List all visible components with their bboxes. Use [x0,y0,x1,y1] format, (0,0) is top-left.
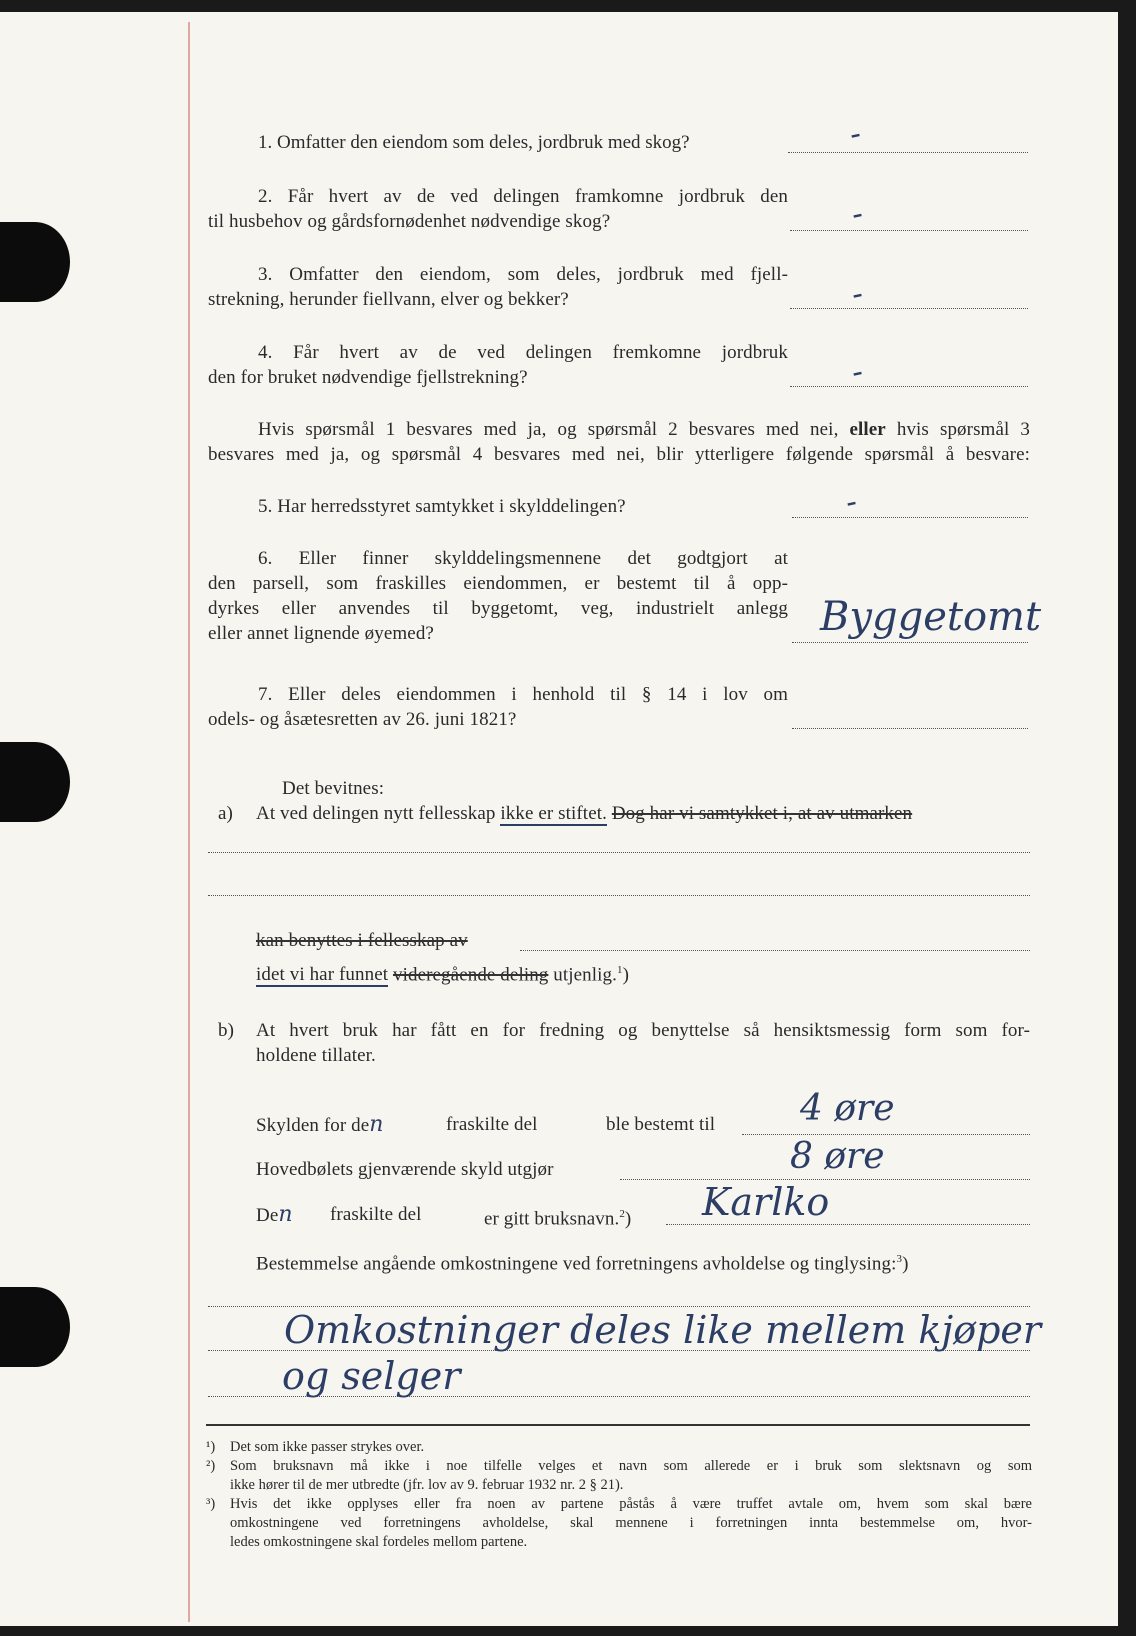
question-7-line-2: odels- og åsætesretten av 26. juni 1821? [208,709,517,730]
punch-hole [0,1287,70,1367]
answer-4: - [848,354,867,391]
question-1: 1. Omfatter den eiendom som deles, jordbruk med skog? [258,132,690,153]
question-2-line-1: 2. Får hvert av de ved delingen framkomne jordbruk den [258,186,788,207]
question-7-line-1: 7. Eller deles eiendommen i henhold til § 14 i lov om [258,684,788,705]
bestemmelse-line [208,1306,1030,1307]
item-a-label: a) [218,803,233,824]
answer-line-6 [792,642,1028,643]
answer-2: - [848,196,867,233]
answer-line-4 [790,386,1028,387]
answer-line-7 [792,728,1028,729]
skylden-value: 4 øre [800,1088,895,1129]
footnote-1: ¹) Det som ikke passer strykes over. [206,1439,425,1455]
punch-hole [0,222,70,302]
item-a-line-4: idet vi har funnet videregående deling utjenlig.$^1$) [256,964,630,986]
bruksnavn-value: Karlko [702,1180,830,1224]
hovedbol-value: 8 øre [790,1136,885,1177]
punch-hole [0,742,70,822]
bruksnavn-label: Den [256,1202,293,1227]
hovedbol-label: Hovedbølets gjenværende skyld utgjør [256,1159,554,1180]
answer-3: - [848,276,867,313]
bevitnes-heading: Det bevitnes: [282,778,385,799]
footnotes [206,1438,1032,1552]
skylden-line [742,1134,1030,1135]
item-a-line-1: At ved delingen nytt fellesskap ikke er stiftet. Dog har vi samtykket i, at av utmarken [256,803,913,824]
question-5: 5. Har herredsstyret samtykket i skylddelingen? [258,496,626,517]
answer-line-5 [792,517,1028,518]
question-4-line-1: 4. Får hvert av de ved delingen fremkomne jordbruk [258,342,788,363]
skylden-label-3: ble bestemt til [606,1114,716,1135]
answer-line-2 [790,230,1028,231]
bruksnavn-line [666,1224,1030,1225]
item-a-line-3: kan benyttes i fellesskap av [256,930,468,951]
answer-line-1 [788,152,1028,153]
item-a-blank-line [208,895,1030,896]
answer-5: - [842,484,861,521]
question-6-line-1: 6. Eller finner skylddelingsmennene det godtgjort at [258,548,788,569]
item-a-blank-line [208,852,1030,853]
skylden-label-2: fraskilte del [446,1114,538,1135]
bestemmelse-label: Bestemmelse angående omkostningene ved forretningens avholdelse og tinglysing:$^3$) [256,1253,909,1275]
item-b-line-1: At hvert bruk har fått en for fredning og benyttelse så hensiktsmessig form som for- [256,1020,1030,1041]
bestemmelse-value-2: og selger [282,1354,461,1398]
conditional-intro-line-2: besvares med ja, og spørsmål 4 besvares med nei, blir ytterligere følgende spørsmål å besvare: [208,444,1030,465]
skylden-label: Skylden for den [256,1112,384,1137]
bestemmelse-value-1: Omkostninger deles like mellem kjøper [284,1308,1042,1352]
question-3-line-2: strekning, herunder fiellvann, elver og bekker? [208,289,569,310]
bruksnavn-label-3: er gitt bruksnavn.$^2$) [484,1208,632,1230]
footnote-3: ³) Hvis det ikke opplyses eller fra noen av partene påstås å være truffet avtale om, hvem som skal bære omkostningene ved forretningens avholdelse, skal mennene i forretningen innta bestemmelse om, hvor- ledes omkostningene skal fordeles mellom partene. [206,1496,1032,1550]
question-2-line-2: til husbehov og gårdsfornødenhet nødvendige skog? [208,211,611,232]
document-page [0,12,1118,1626]
answer-1: - [846,116,865,153]
answer-line-3 [790,308,1028,309]
conditional-intro-line-1: Hvis spørsmål 1 besvares med ja, og spørsmål 2 besvares med nei, eller hvis spørsmål 3 [258,419,1030,440]
item-a-line-3-dots [520,950,1030,951]
footnote-separator [206,1424,1030,1426]
question-3-line-1: 3. Omfatter den eiendom, som deles, jordbruk med fjell- [258,264,788,285]
item-b-line-2: holdene tillater. [256,1045,376,1066]
answer-6: Byggetomt [820,594,1042,640]
bruksnavn-label-2: fraskilte del [330,1204,422,1225]
question-6-line-4: eller annet lignende øyemed? [208,623,434,644]
item-b-label: b) [218,1020,235,1041]
footnote-2: ²) Som bruksnavn må ikke i noe tilfelle velges et navn som allerede er i bruk som slektsnavn og som ikke hører til de mer utbredte (jfr. lov av 9. februar 1932 nr. 2 § 21). [206,1458,1032,1493]
question-6-line-2: den parsell, som fraskilles eiendommen, er bestemt til å opp- [208,573,788,594]
question-4-line-2: den for bruket nødvendige fjellstrekning? [208,367,528,388]
question-6-line-3: dyrkes eller anvendes til byggetomt, veg, industrielt anlegg [208,598,788,619]
margin-line [188,22,190,1622]
